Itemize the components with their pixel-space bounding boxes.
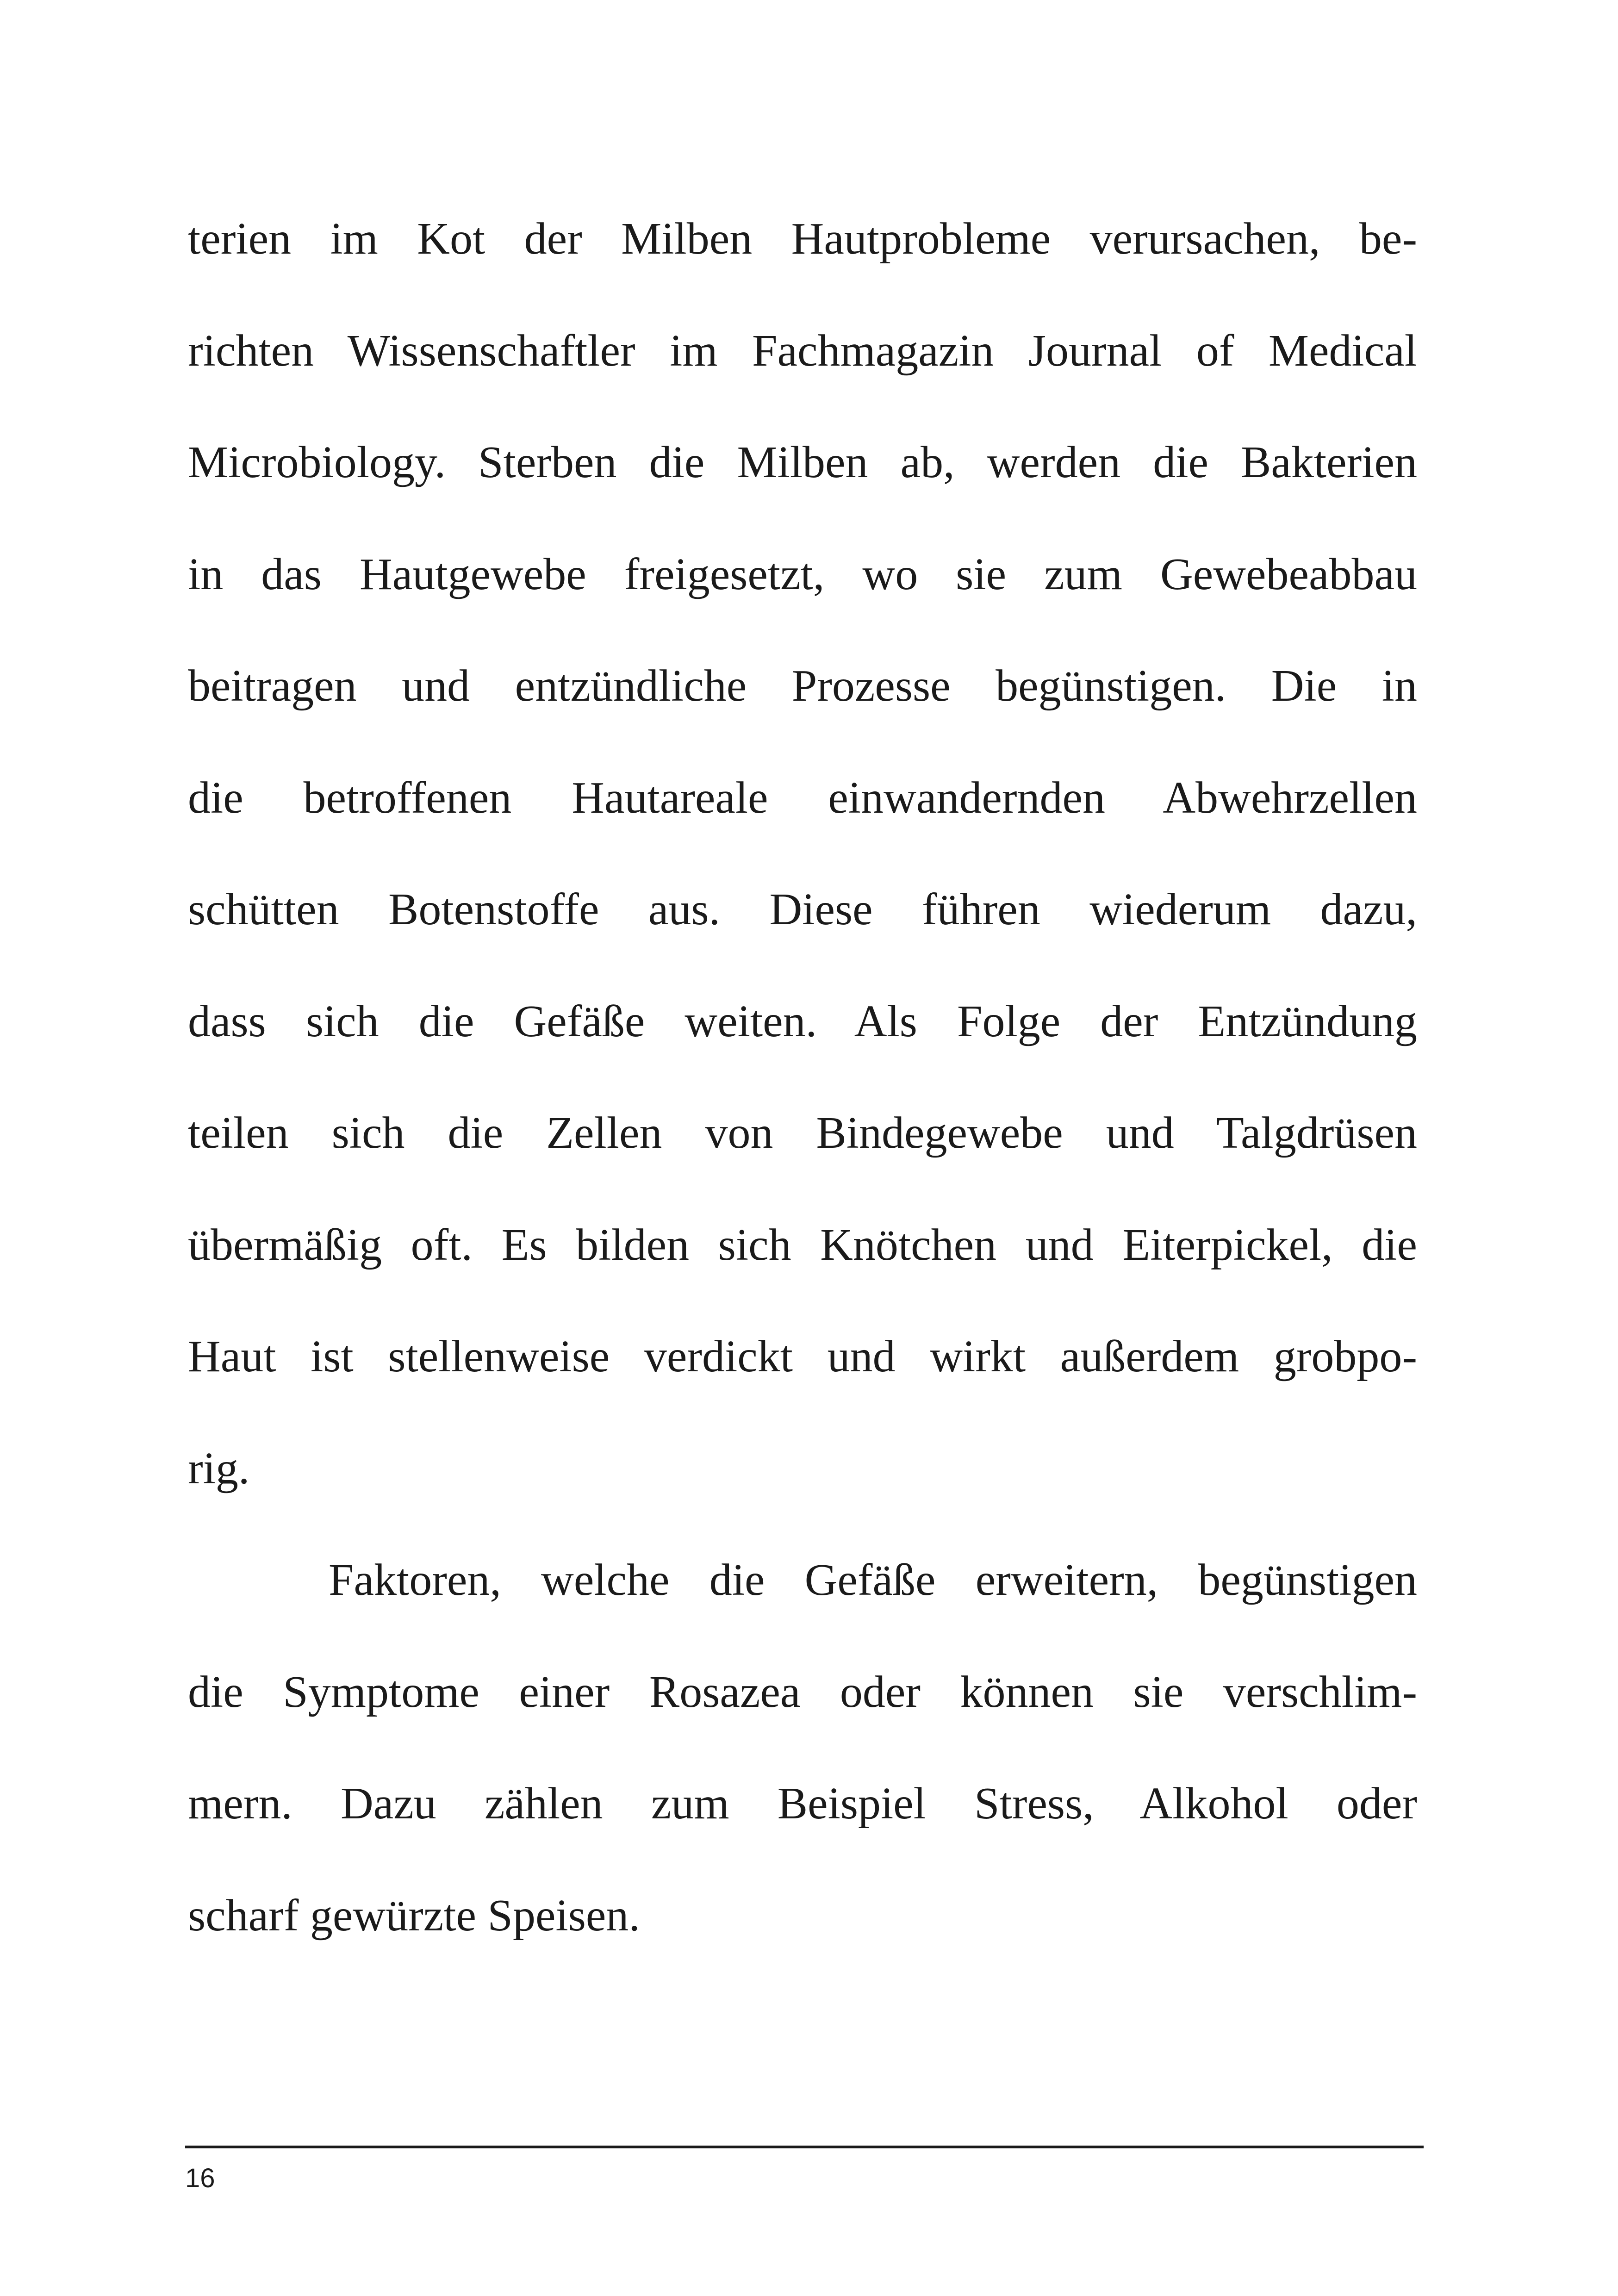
text-line: mern. Dazu zählen zum Beispiel Stress, Alkohol oder xyxy=(188,1779,1417,1829)
text-line: dass sich die Gefäße weiten. Als Folge der Entzündung xyxy=(188,996,1417,1046)
text-line: richten Wissenschaftler im Fachmagazin Journal of Medical xyxy=(188,325,1417,376)
text-line: beitragen und entzündliche Prozesse begünstigen. Die in xyxy=(188,661,1417,711)
text-line: Haut ist stellenweise verdickt und wirkt außerdem grobpo- xyxy=(188,1332,1417,1381)
text-line: Microbiology. Sterben die Milben ab, werden die Bakterien xyxy=(188,437,1417,487)
text-line: rig. xyxy=(188,1443,250,1493)
text-line: scharf gewürzte Speisen. xyxy=(188,1890,640,1941)
text-line: terien im Kot der Milben Hautprobleme verursachen, be- xyxy=(188,214,1417,264)
footer-divider xyxy=(185,2146,1424,2148)
text-line: in das Hautgewebe freigesetzt, wo sie zum Gewebeabbau xyxy=(188,549,1417,599)
body-text xyxy=(188,214,1417,2005)
text-line: teilen sich die Zellen von Bindegewebe und Talgdrüsen xyxy=(188,1108,1417,1158)
text-line: übermäßig oft. Es bilden sich Knötchen und Eiterpickel, die xyxy=(188,1220,1417,1270)
text-line: die betroffenen Hautareale einwandernden Abwehrzellen xyxy=(188,772,1417,823)
text-line: schütten Botenstoffe aus. Diese führen wiederum dazu, xyxy=(188,884,1417,934)
text-line-indented: Faktoren, welche die Gefäße erweitern, begünstigen xyxy=(329,1555,1417,1605)
text-line: die Symptome einer Rosazea oder können sie verschlim- xyxy=(188,1667,1417,1717)
page-number: 16 xyxy=(185,2163,215,2193)
